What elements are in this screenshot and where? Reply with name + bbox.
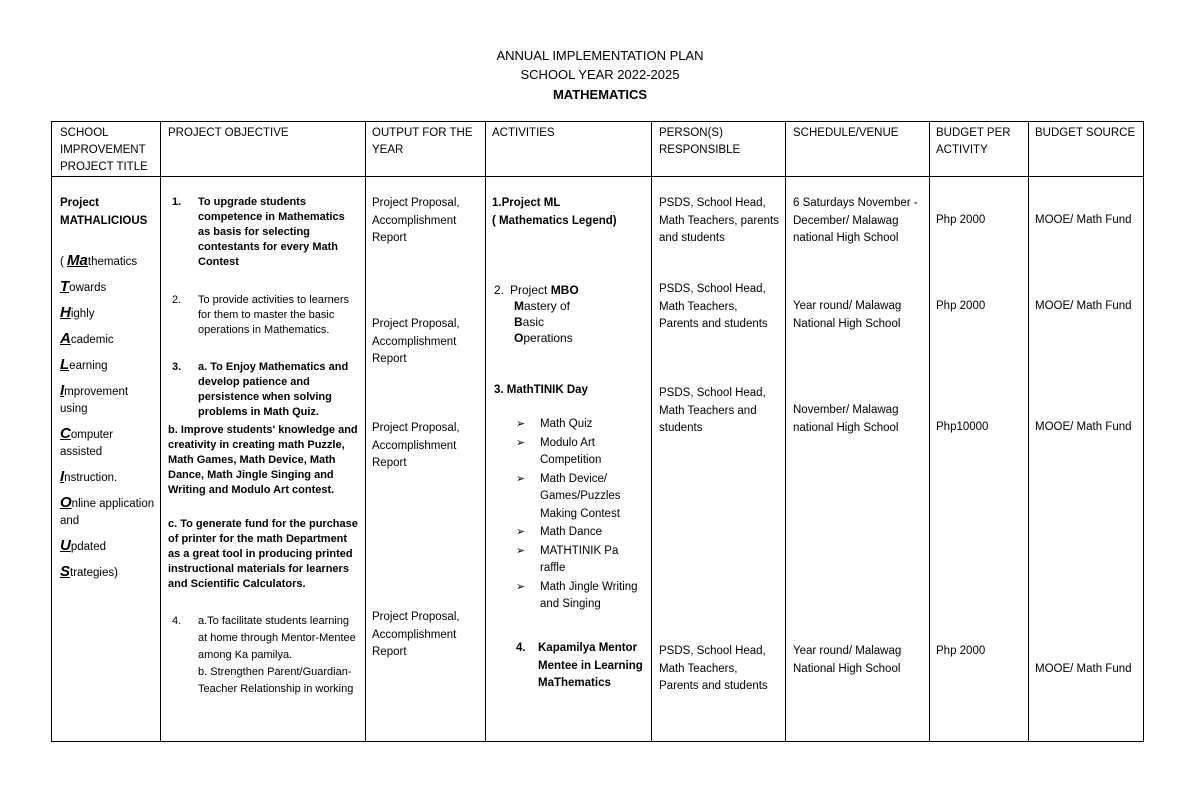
arrow-bullet-icon: ➢ — [516, 580, 526, 593]
activity-3-list — [516, 416, 646, 615]
source-2: MOOE/ Math Fund — [1035, 300, 1132, 312]
arrow-bullet-icon: ➢ — [516, 526, 526, 538]
subject-title: MATHEMATICS — [552, 87, 648, 102]
activity-3: 3. MathTINIK Day — [494, 384, 588, 396]
arrow-bullet-icon: ➢ — [516, 472, 526, 485]
arrow-bullet-icon: ➢ — [516, 544, 526, 557]
output-2: Project Proposal, Accomplishment Report — [372, 318, 460, 365]
col-header-schedule: SCHEDULE/VENUE — [793, 127, 899, 139]
source-1: MOOE/ Math Fund — [1035, 214, 1132, 226]
list-item: ➢ Math Jingle Writing and Singing — [516, 580, 638, 610]
schedule-2: Year round/ Malawag National High School — [793, 300, 902, 330]
implementation-table — [51, 121, 1144, 742]
project-title: Project MATHALICIOUS — [60, 197, 148, 227]
acronym-line: Towards — [60, 278, 107, 295]
output-3: Project Proposal, Accomplishment Report — [372, 422, 460, 469]
acronym-line: Improvement using — [60, 382, 129, 415]
acronym-line: Academic — [60, 330, 114, 347]
acronym-line: Strategies) — [60, 563, 118, 580]
col-header-title: SCHOOL IMPROVEMENT PROJECT TITLE — [60, 127, 148, 173]
arrow-bullet-icon: ➢ — [516, 418, 526, 430]
col-header-persons: PERSON(S) RESPONSIBLE — [659, 127, 741, 156]
persons-3: PSDS, School Head, Math Teachers and students — [659, 387, 766, 434]
col-header-output: OUTPUT FOR THE YEAR — [372, 127, 473, 156]
acronym-line: Highly — [60, 304, 95, 321]
persons-1: PSDS, School Head, Math Teachers, parents and students — [659, 197, 779, 244]
project-acronym — [60, 252, 158, 589]
acronym-line: Learning — [60, 356, 108, 373]
col-header-budget: BUDGET PER ACTIVITY — [936, 127, 1011, 156]
acronym-line: ( Mathematics — [60, 252, 138, 269]
col-header-activities: ACTIVITIES — [492, 127, 555, 139]
acronym-line: Updated — [60, 537, 107, 554]
list-item: ➢ MATHTINIK Pa raffle — [516, 544, 619, 574]
schedule-3: November/ Malawag national High School — [793, 404, 899, 434]
persons-4: PSDS, School Head, Math Teachers, Parents and students — [659, 645, 768, 692]
budget-4: Php 2000 — [936, 645, 986, 657]
arrow-bullet-icon: ➢ — [516, 436, 526, 449]
acronym-line: Instruction. — [60, 468, 118, 485]
activity-2: 2. Project MBO Mastery of Basic Operations — [494, 283, 579, 345]
activity-1: 1.Project ML ( Mathematics Legend) — [492, 197, 617, 227]
col-header-source: BUDGET SOURCE — [1035, 127, 1136, 139]
schedule-1: 6 Saturdays November - December/ Malawag national High School — [793, 197, 918, 244]
list-item: ➢ Math Quiz — [516, 416, 646, 434]
school-year: SCHOOL YEAR 2022-2025 — [520, 67, 680, 82]
budget-1: Php 2000 — [936, 214, 986, 226]
persons-2: PSDS, School Head, Math Teachers, Parents and students — [659, 283, 768, 330]
objective-3b: b. Improve students' knowledge and creativity in creating math Puzzle, Math Games, Math Device, Math Dance, Math Jingle Singing and Writing and Modulo Art contest. — [168, 424, 358, 496]
objective-1: 1. To upgrade students competence in Mathematics as basis for selecting contestants for every Math Contest — [172, 196, 345, 268]
budget-3: Php10000 — [936, 421, 989, 433]
list-item: ➢ Math Device/ Games/Puzzles Making Contest — [516, 472, 621, 520]
objective-2: 2. To provide activities to learners for them to master the basic operations in Mathematics. — [172, 294, 350, 336]
objective-3c: c. To generate fund for the purchase of printer for the math Department as a great tool in producing printed instructional materials for learners and Scientific Calculators. — [168, 518, 358, 590]
doc-title: ANNUAL IMPLEMENTATION PLAN — [496, 48, 704, 63]
acronym-line: Computer assisted — [60, 425, 114, 458]
budget-2: Php 2000 — [936, 300, 986, 312]
objective-4: 4. a.To facilitate students learning at home through Mentor-Mentee among Ka pamilya. b. Strengthen Parent/Guardian-Teacher Relationship in working — [172, 615, 356, 695]
schedule-4: Year round/ Malawag National High School — [793, 645, 902, 675]
output-4: Project Proposal, Accomplishment Report — [372, 611, 460, 658]
list-item: ➢ Math Dance — [516, 524, 646, 542]
col-header-objective: PROJECT OBJECTIVE — [168, 127, 289, 139]
source-4: MOOE/ Math Fund — [1035, 663, 1132, 675]
list-item: ➢ Modulo Art Competition — [516, 436, 602, 466]
objective-3a: 3. a. To Enjoy Mathematics and develop patience and persistence when solving problems in Math Quiz. — [172, 361, 349, 418]
output-1: Project Proposal, Accomplishment Report — [372, 197, 460, 244]
activity-4: 4. Kapamilya Mentor Mentee in Learning MaThematics — [516, 642, 643, 689]
acronym-line: Online application and — [60, 494, 155, 527]
source-3: MOOE/ Math Fund — [1035, 421, 1132, 433]
